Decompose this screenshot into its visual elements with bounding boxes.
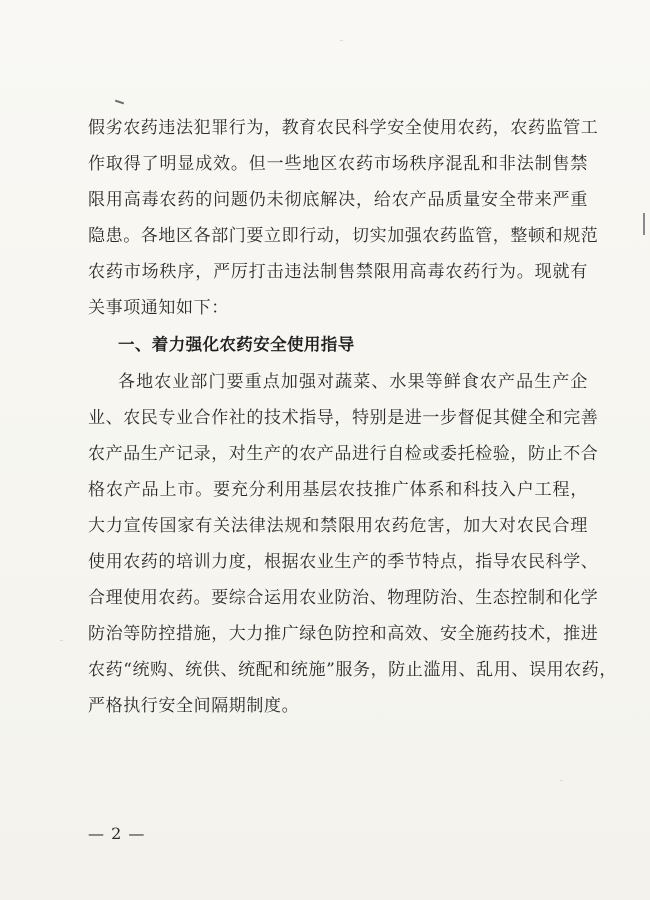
paragraph-1-line: 假劣农药违法犯罪行为，教育农民科学安全使用农药，农药监管工: [88, 118, 599, 138]
paragraph-1-line: 农药市场秩序，严厉打击违法制售禁限用高毒农药行为。现就有: [88, 262, 588, 282]
paragraph-2-line: 防治等防控措施，大力推广绿色防控和高效、安全施药技术，推进: [88, 624, 599, 644]
paragraph-2-line: 农药“统购、统供、统配和统施”服务，防止滥用、乱用、误用农药，: [88, 660, 617, 680]
paragraph-1-line: 作取得了明显成效。但一些地区农药市场秩序混乱和非法制售禁: [88, 154, 588, 174]
paragraph-2-line: 各地农业部门要重点加强对蔬菜、水果等鲜食农产品生产企: [118, 372, 588, 392]
section-heading: 一、着力强化农药安全使用指导: [118, 335, 355, 354]
paragraph-2-line: 使用农药的培训力度，根据农业生产的季节特点，指导农民科学、: [88, 552, 599, 572]
paragraph-2-line: 严格执行安全间隔期制度。: [88, 696, 300, 716]
paragraph-1-line: 隐患。各地区各部门要立即行动，切实加强农药监管，整顿和规范: [88, 226, 599, 246]
paragraph-2-line: 合理使用农药。要综合运用农业防治、物理防治、生态控制和化学: [88, 588, 599, 608]
paragraph-2-line: 业、农民专业合作社的技术指导，特别是进一步督促其健全和完善: [88, 408, 599, 428]
paragraph-2-line: 格农产品上市。要充分利用基层农技推广体系和科技入户工程，: [88, 480, 588, 500]
paragraph-2-line: 农产品生产记录，对生产的农产品进行自检或委托检验，防止不合: [88, 444, 599, 464]
scan-speck: [60, 640, 63, 641]
margin-mark: [643, 213, 645, 235]
page-number: — 2 —: [88, 824, 146, 843]
pen-mark: [115, 100, 124, 105]
paragraph-2-line: 大力宣传国家有关法律法规和禁限用农药危害，加大对农民合理: [88, 516, 588, 536]
scan-speck: [340, 40, 343, 41]
paragraph-1-line: 限用高毒农药的问题仍未彻底解决，给农产品质量安全带来严重: [88, 190, 588, 210]
scan-speck: [560, 780, 563, 781]
paragraph-1-line: 关事项通知如下：: [88, 298, 229, 318]
